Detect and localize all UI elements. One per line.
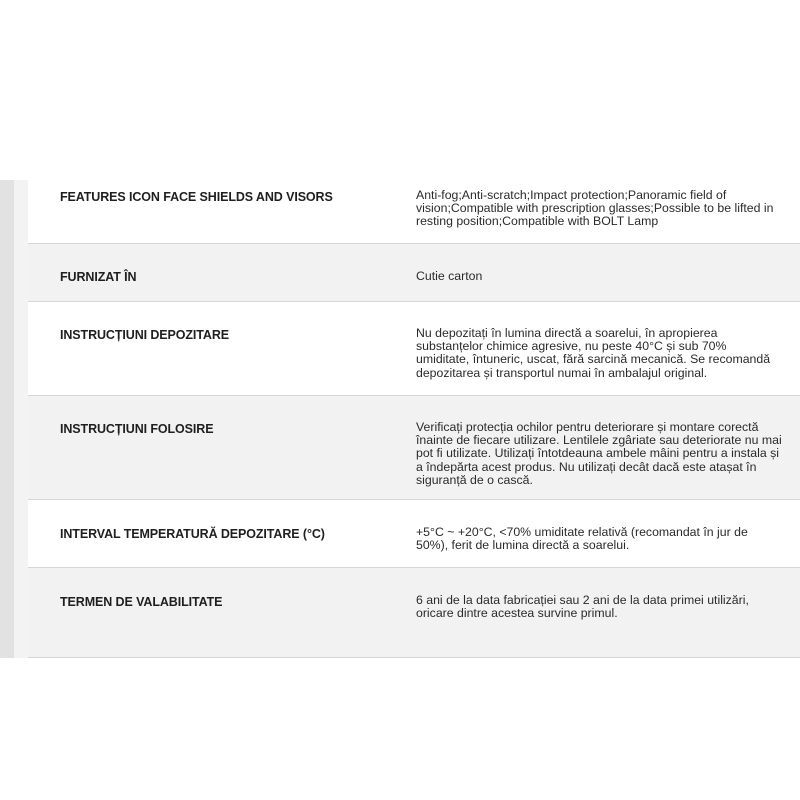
spec-label: INSTRUCȚIUNI DEPOZITARE bbox=[60, 328, 229, 342]
spec-label: INSTRUCȚIUNI FOLOSIRE bbox=[60, 422, 214, 436]
spec-value: Nu depozitați în lumina directă a soarelui, în apropierea substanțelor chimice agresive, nu peste 40°C și sub 70% umiditate, întuneric, uscat, fără sarcină mecanică. Se recomandă depozitarea și transportul numai în ambalajul original. bbox=[416, 326, 771, 380]
spec-label: TERMEN DE VALABILITATE bbox=[60, 595, 223, 609]
product-specs-table bbox=[0, 180, 800, 658]
spec-value: 6 ani de la data fabricației sau 2 ani de la data primei utilizări, oricare dintre acestea survine primul. bbox=[416, 593, 749, 621]
spec-value: Anti-fog;Anti-scratch;Impact protection;Panoramic field of vision;Compatible with prescription glasses;Possible to be lifted in resting position;Compatible with BOLT Lamp bbox=[416, 188, 774, 229]
spec-row-shelf-life bbox=[28, 568, 800, 658]
spec-value: Cutie carton bbox=[416, 269, 483, 283]
spec-value: +5°C ~ +20°C, <70% umiditate relativă (recomandat în jur de 50%), ferit de lumina directă a soarelui. bbox=[416, 525, 748, 553]
spec-row-storage-temperature bbox=[28, 500, 800, 568]
spec-label: FEATURES ICON FACE SHIELDS AND VISORS bbox=[60, 190, 333, 204]
spec-row-features bbox=[28, 180, 800, 244]
spec-row-storage-instructions bbox=[28, 302, 800, 396]
spec-row-usage-instructions bbox=[28, 396, 800, 500]
spec-label: INTERVAL TEMPERATURĂ DEPOZITARE (°C) bbox=[60, 527, 325, 541]
spec-label: FURNIZAT ÎN bbox=[60, 270, 137, 284]
spec-row-supplied-in bbox=[28, 244, 800, 302]
spec-value: Verificați protecția ochilor pentru deteriorare și montare corectă înainte de fiecare utilizare. Lentilele zgâriate sau deteriorate nu mai pot fi utilizate. Utilizați întotdeauna ambele mâini pentru a instala și a îndepărta acest produs. Nu utilizați decât dacă este atașat în siguranță de o cască. bbox=[416, 420, 782, 487]
